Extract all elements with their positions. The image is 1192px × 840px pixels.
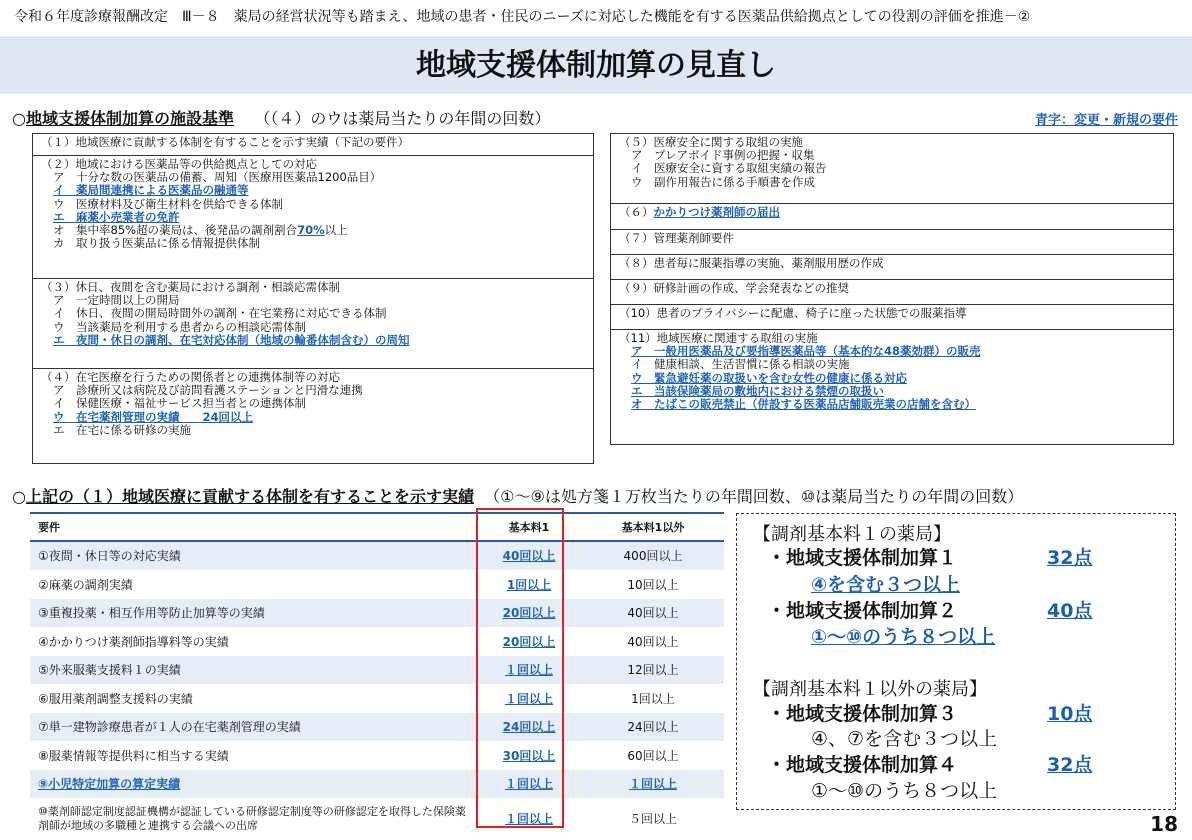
section2-heading-row (12, 484, 1023, 507)
criteria-section (611, 230, 1173, 255)
col-header-basic1: 基本料1 (476, 513, 582, 541)
criteria-text: ウ 緊急避妊薬の取扱いを含む女性の健康に係る対応 (631, 370, 907, 385)
summary-item1-condition: ④を含む３つ以上 (811, 574, 961, 596)
section2-bullet: ○ (12, 487, 26, 506)
summary-item1-name: ・地域支援体制加算１ (767, 547, 958, 569)
criteria-section (611, 330, 1173, 442)
criteria-text: カ 取り扱う医薬品に係る情報提供体制 (53, 236, 260, 251)
criteria-highlight: 70% (297, 223, 325, 238)
basic1-cell: １回以上 (476, 770, 582, 799)
criteria-text: エ 在宅に係る研修の実施 (53, 422, 191, 437)
basic1-cell: 40回以上 (476, 541, 582, 570)
criteria-text: （７）管理薬剤師要件 (619, 231, 734, 245)
criteria-text: ウ 在宅薬剤管理の実績 24回以上 (53, 409, 254, 424)
criteria-text: エ 麻薬小売業者の免許 (53, 209, 180, 224)
section2-note: （①～⑨は処方箋１万枚当たりの年間回数、⑩は薬局当たりの年間の回数） (484, 487, 1024, 506)
summary-group2-title: 【調剤基本料１以外の薬局】 (753, 679, 987, 700)
criteria-text: イ 健康相談、生活習慣に係る相談の実施 (631, 357, 850, 372)
criteria-text: （５）医療安全に関する取組の実施 (619, 135, 803, 149)
criteria-line (41, 136, 585, 149)
criteria-text: オ たばこの販売禁止（併設する医薬品店舗販売業の店舗を含む） (631, 397, 976, 412)
criteria-line (619, 206, 1165, 219)
summary-item3-condition: ④、⑦を含む３つ以上 (811, 728, 998, 750)
criteria-text: ア 一定時間以上の開局 (53, 293, 180, 308)
other-cell: 40回以上 (582, 627, 724, 656)
col-header-requirement: 要件 (30, 513, 476, 541)
criteria-text: オ 集中率85%超の薬局は、後発品の調剤割合 (53, 223, 298, 238)
criteria-text: （２）地域における医薬品等の供給拠点としての対応 (41, 157, 317, 171)
requirement-cell: ⑧服薬情報等提供料に相当する実績 (30, 741, 476, 770)
summary-item2-condition: ①～⑩のうち８つ以上 (811, 626, 996, 648)
criteria-text: （３）休日、夜間を含む薬局における調剤・相談応需体制 (41, 280, 340, 294)
criteria-text: （９）研修計画の作成、学会発表などの推奨 (619, 281, 849, 295)
page-number: 18 (1150, 812, 1178, 836)
basic1-cell: 20回以上 (476, 627, 582, 656)
table-row (30, 770, 724, 799)
table-body (30, 541, 724, 839)
col-header-other: 基本料1以外 (582, 513, 724, 541)
section1-heading-row (12, 106, 550, 129)
criteria-text: イ 医療安全に資する取組実績の報告 (631, 161, 827, 176)
criteria-highlight: かかりつけ薬剤師の届出 (653, 205, 780, 219)
summary-item1-points: 32点 (1047, 547, 1093, 569)
criteria-text: ウ 当該薬局を利用する患者からの相談応需体制 (53, 319, 306, 334)
basic1-cell: １回以上 (476, 684, 582, 713)
table-row (30, 741, 724, 770)
table-header-row (30, 513, 724, 541)
table-row (30, 713, 724, 742)
basic1-highlight-frame (476, 508, 564, 828)
table-row (30, 599, 724, 628)
criteria-text: （11）地域医療に関連する取組の実施 (619, 331, 818, 345)
summary-item4-name: ・地域支援体制加算４ (767, 754, 958, 776)
criteria-section (611, 280, 1173, 305)
criteria-text: イ 薬局間連携による医薬品の融通等 (53, 183, 249, 198)
other-cell: 60回以上 (582, 741, 724, 770)
requirement-cell: ④かかりつけ薬剤師指導料等の実績 (30, 627, 476, 656)
section1-bullet: ○ (12, 109, 26, 128)
criteria-text: ア プレアボイド事例の把握・収集 (631, 148, 815, 163)
legend-note: 青字：変更・新規の要件 (1034, 113, 1178, 128)
summary-box (736, 513, 1176, 810)
criteria-text: （１）地域医療に貢献する体制を有することを示す実績（下記の要件） (41, 135, 409, 149)
section1-note: （（４）のウは薬局当たりの年間の回数） (254, 109, 551, 128)
criteria-text: エ 夜間・休日の調剤、在宅対応体制（地域の輪番体制含む）の周知 (53, 332, 410, 347)
basic1-cell: 1回以上 (476, 570, 582, 599)
criteria-line (41, 237, 585, 250)
criteria-section (33, 134, 593, 156)
summary-item2-name: ・地域支援体制加算２ (767, 600, 958, 622)
summary-group1-title: 【調剤基本料１の薬局】 (753, 524, 951, 545)
criteria-line (41, 334, 585, 347)
summary-item4-condition: ①～⑩のうち８つ以上 (811, 780, 998, 802)
summary-item3-points: 10点 (1047, 703, 1093, 725)
requirement-cell: ⑩薬剤師認定制度認証機構が認証している研修認定制度等の研修認定を取得した保険薬剤師が地域の多職種と連携する会議への出席 (30, 798, 476, 839)
table-row (30, 541, 724, 570)
summary-item2-points: 40点 (1047, 600, 1093, 622)
other-cell: 40回以上 (582, 599, 724, 628)
summary-item3-name: ・地域支援体制加算３ (767, 703, 958, 725)
criteria-line (619, 282, 1165, 295)
other-cell: 400回以上 (582, 541, 724, 570)
basic1-cell: １回以上 (476, 798, 582, 839)
other-cell: ５回以上 (582, 798, 724, 839)
summary-item4-points: 32点 (1047, 754, 1093, 776)
criteria-text: ウ 医療材料及び衛生材料を供給できる体制 (53, 196, 283, 211)
page-title: 地域支援体制加算の見直し (416, 48, 776, 83)
criteria-line (619, 176, 1165, 189)
table-row (30, 656, 724, 685)
criteria-section (611, 204, 1173, 230)
criteria-section (611, 134, 1173, 204)
criteria-box-right (610, 133, 1174, 445)
section1-heading: 地域支援体制加算の施設基準 (25, 109, 234, 128)
other-cell: 10回以上 (582, 570, 724, 599)
other-cell: 12回以上 (582, 656, 724, 685)
requirement-cell: ⑤外来服薬支援料１の実績 (30, 656, 476, 685)
requirement-cell: ⑨小児特定加算の算定実績 (30, 770, 476, 799)
criteria-text: イ 休日、夜間の開局時間外の調剤・在宅業務に対応できる体制 (53, 306, 387, 321)
criteria-text: ア 一般用医薬品及び要指導医薬品等（基本的な48薬効群）の販売 (631, 344, 981, 359)
criteria-section (611, 305, 1173, 330)
criteria-text: （10）患者のプライバシーに配慮、椅子に座った状態での服薬指導 (619, 306, 967, 320)
criteria-text: ア 診療所又は病院及び訪問看護ステーションと円滑な連携 (53, 383, 363, 398)
criteria-text: イ 保健医療・福祉サービス担当者との連携体制 (53, 396, 306, 411)
other-cell: 1回以上 (582, 684, 724, 713)
criteria-line (619, 307, 1165, 320)
table-row (30, 627, 724, 656)
criteria-text: ア 十分な数の医薬品の備蓄、周知（医療用医薬品1200品目） (53, 170, 382, 185)
basic1-cell: 20回以上 (476, 599, 582, 628)
criteria-section (33, 279, 593, 369)
criteria-section (33, 369, 593, 463)
table-row (30, 684, 724, 713)
other-cell: １回以上 (582, 770, 724, 799)
criteria-text: エ 当該保険薬局の敷地内における禁煙の取扱い (631, 383, 884, 398)
table-row (30, 798, 724, 839)
criteria-tail: 以上 (324, 223, 348, 238)
other-cell: 24回以上 (582, 713, 724, 742)
criteria-text: （８）患者毎に服薬指導の実施、薬剤服用歴の作成 (619, 256, 884, 270)
criteria-text: （６） (619, 205, 654, 219)
criteria-line (619, 232, 1165, 245)
basic1-cell: 24回以上 (476, 713, 582, 742)
requirement-cell: ①夜間・休日等の対応実績 (30, 541, 476, 570)
requirement-cell: ⑥服用薬剤調整支援料の実績 (30, 684, 476, 713)
section2-heading: 上記の（１）地域医療に貢献する体制を有することを示す実績 (25, 487, 474, 506)
criteria-text: ウ 副作用報告に係る手順書を作成 (631, 174, 815, 189)
criteria-section (611, 255, 1173, 280)
criteria-line (619, 398, 1165, 411)
table-row (30, 570, 724, 599)
criteria-text: （４）在宅医療を行うための関係者との連携体制等の対応 (41, 370, 340, 384)
basic1-cell: １回以上 (476, 656, 582, 685)
requirement-cell: ⑦単一建物診療患者が１人の在宅薬剤管理の実績 (30, 713, 476, 742)
criteria-section (33, 156, 593, 279)
requirement-cell: ②麻薬の調剤実績 (30, 570, 476, 599)
criteria-box-left (32, 133, 594, 464)
criteria-line (619, 257, 1165, 270)
basic1-cell: 30回以上 (476, 741, 582, 770)
requirement-cell: ③重複投薬・相互作用等防止加算等の実績 (30, 599, 476, 628)
requirements-table (30, 512, 724, 840)
criteria-line (41, 424, 585, 437)
slide-subtitle: 令和６年度診療報酬改定 Ⅲ－８ 薬局の経営状況等も踏まえ、地域の患者・住民のニーズに対応した機能を有する医薬品供給拠点としての役割の評価を推進－② (14, 9, 1031, 25)
